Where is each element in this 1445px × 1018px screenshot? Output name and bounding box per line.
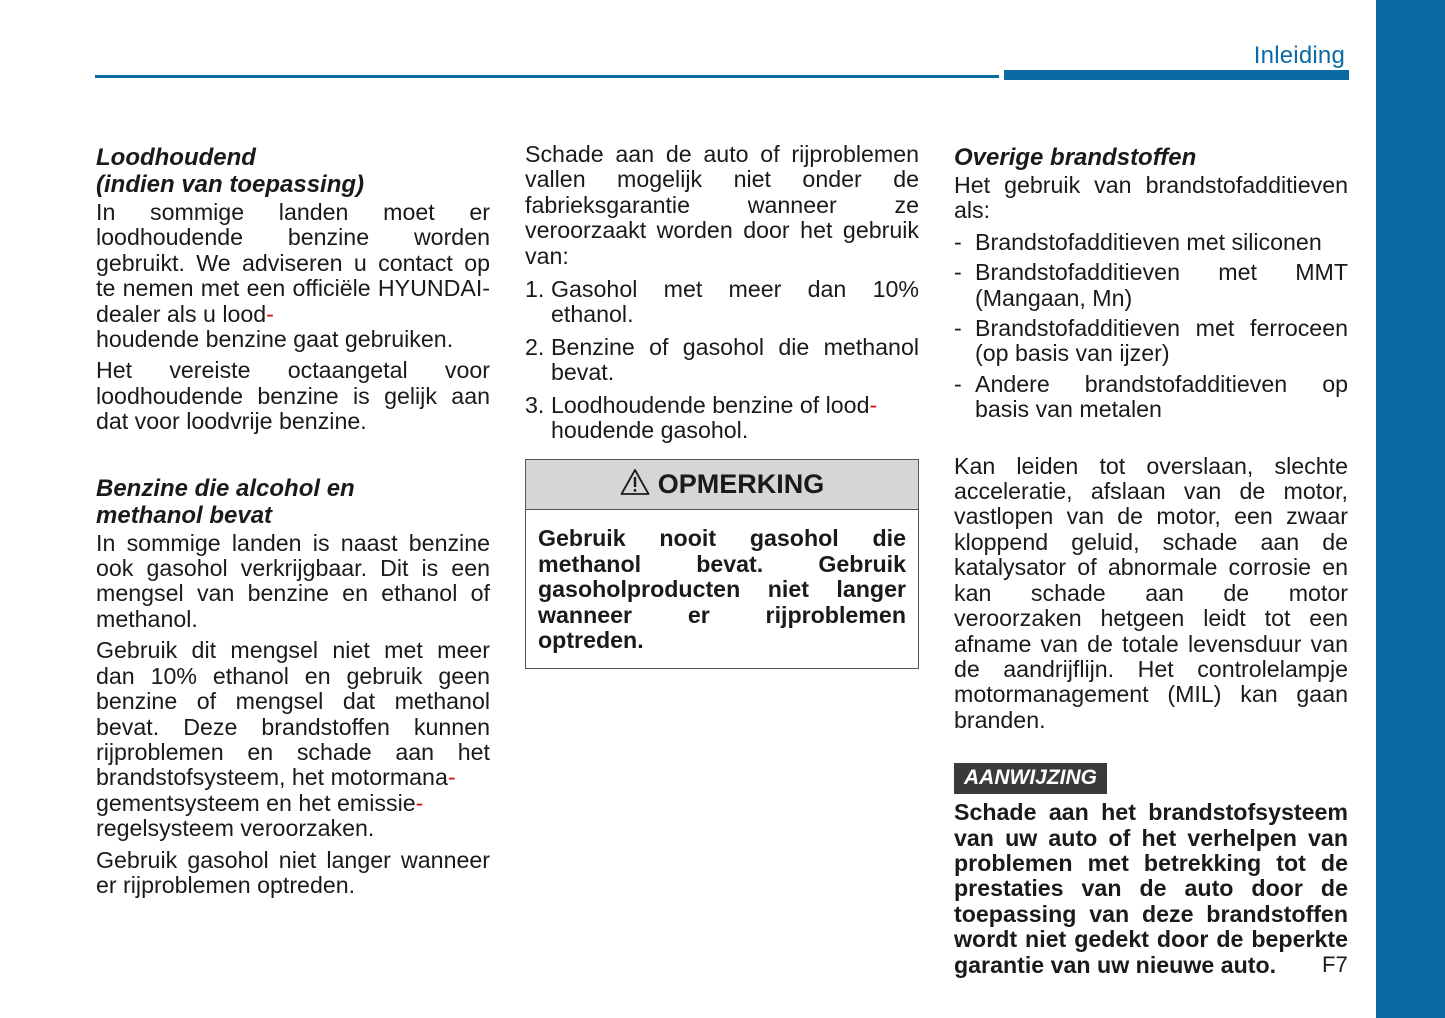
paragraph-additives-intro: Het gebruik van brandstofadditieven als: <box>954 172 1348 224</box>
column-middle <box>525 142 919 669</box>
list-item: 2. Benzine of gasohol die methanol bevat. <box>525 333 919 386</box>
notice-title: OPMERKING <box>657 469 825 500</box>
paragraph-warranty-intro: Schade aan de auto of rijproblemen vallen mogelijk niet onder de fabrieksgarantie wanneer ze veroorzaakt worden door het gebruik van: <box>525 141 919 269</box>
list-item: 1. Gasohol met meer dan 10% ethanol. <box>525 276 919 328</box>
column-left <box>96 142 490 898</box>
paragraph-octane: Het vereiste octaangetal voor loodhoudende benzine is gelijk aan dat voor loodvrije benzine. <box>96 357 490 435</box>
notice-body <box>526 510 918 667</box>
notice-box <box>525 459 919 668</box>
heading-alcohol-methanol: Benzine die alcohol en methanol bevat <box>96 474 355 529</box>
header-rule-thick <box>1004 70 1349 80</box>
section-title: Inleiding <box>1253 42 1345 69</box>
numbered-list <box>525 277 919 443</box>
heading-leaded: Loodhoudend (indien van toepassing) <box>96 144 365 198</box>
paragraph-effects: Kan leiden tot overslaan, slechte acceleratie, afslaan van de motor, vastlopen van de motor, een zwaar kloppend geluid, schade aan de katalysator of abnormale corrosie en kan schade aan de motor veroorzaken hetgeen leidt tot een afname van de totale levensduur van de aandrijflijn. Het controlelampje motormanagement (MIL) kan gaan branden. <box>954 452 1348 733</box>
list-item: - Brandstofadditieven met MMT (Mangaan, Mn) <box>954 259 1348 311</box>
notice-header <box>526 460 918 510</box>
paragraph-warranty-note: Schade aan het brandstofsysteem van uw auto of het verhelpen van problemen met betrekking tot de prestaties van de auto door de toepassing van deze brandstoffen wordt niet gedekt door de beperkte garantie van uw nieuwe auto. <box>954 799 1348 978</box>
chapter-side-tab <box>1376 0 1445 1018</box>
list-item: 3. Loodhoudende benzine of lood- houdende gasohol. <box>525 391 878 444</box>
list-item: - Andere brandstofadditieven op basis van metalen <box>954 370 1348 423</box>
column-right <box>954 142 1348 978</box>
paragraph-gasohol-available: In sommige landen is naast benzine ook gasohol verkrijgbaar. Dit is een mengsel van benzine en ethanol of methanol. <box>96 529 490 632</box>
paragraph-leaded-dealer: In sommige landen moet er loodhoudende benzine worden gebruikt. We adviseren u contact op te nemen met een officiële HYUNDAI-dealer als u lood- houdende benzine gaat gebruiken. <box>96 199 490 353</box>
header-rule-thin <box>95 75 999 78</box>
list-item: - Brandstofadditieven met ferroceen (op basis van ijzer) <box>954 315 1348 367</box>
notice-text: Gebruik nooit gasohol die methanol bevat. Gebruik gasoholproducten niet langer wanneer er rijproblemen optreden. <box>538 525 906 654</box>
additives-list <box>954 230 1348 423</box>
aanwijzing-badge: AANWIJZING <box>954 763 1107 794</box>
paragraph-mixture-warning: Gebruik dit mengsel niet met meer dan 10% ethanol en gebruik geen benzine of mengsel dat methanol bevat. Deze brandstoffen kunnen rijproblemen en schade aan het brandstofsysteem, het motormana- gementsysteem en het emissie- regelsysteem veroorzaken. <box>96 637 490 842</box>
warning-triangle-icon <box>620 468 650 501</box>
list-item: - Brandstofadditieven met siliconen <box>954 228 1322 255</box>
paragraph-stop-gasohol: Gebruik gasohol niet langer wanneer er rijproblemen optreden. <box>96 846 490 898</box>
page-number: F7 <box>1322 952 1348 977</box>
heading-other-fuels: Overige brandstoffen <box>954 144 1197 171</box>
